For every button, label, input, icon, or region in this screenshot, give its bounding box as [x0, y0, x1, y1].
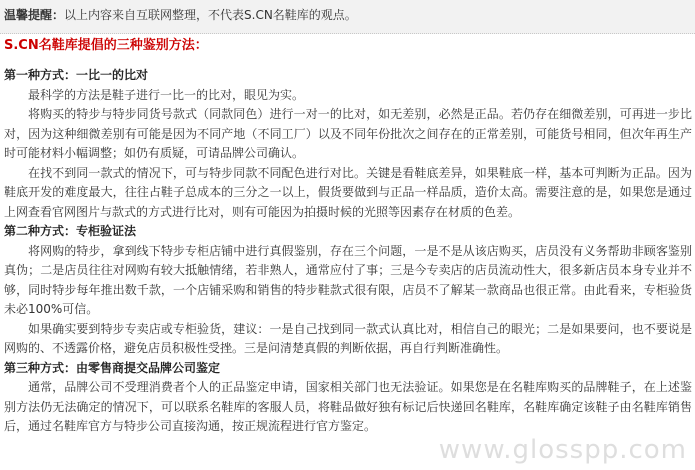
- section-2-paragraph-2: 如果确实要到特步专卖店或专柜验货，建议：一是自己找到同一款式认真比对，相信自己的眼光；二是如果要问，也不要说是网购的、不透露价格，避免店员积极性受挫。三是问清楚真假的判断依据，再自行判断准确性。: [4, 321, 692, 355]
- section-heading-3: 第三种方式：由零售商提交品牌公司鉴定: [4, 360, 221, 375]
- reminder-text: 以上内容来自互联网整理，不代表S.CN名鞋库的观点。: [64, 8, 357, 22]
- section-3-paragraph-1: 通常，品牌公司不受理消费者个人的正品鉴定申请，国家相关部门也无法验证。如果您是在名鞋库购买的品牌鞋子，在上述鉴别方法仍无法确定的情况下，可以联系名鞋库的客服人员，将鞋品做好独有标记后快递回名鞋库，名鞋库确定该鞋子由名鞋库销售后，通过名鞋库官方与特步公司直接沟通，按正规流程进行官方鉴定。: [4, 380, 692, 433]
- section-heading-1: 第一种方式：一比一的比对: [4, 68, 149, 82]
- reminder-bar: [0, 0, 695, 34]
- article-body: [4, 66, 692, 437]
- section-2-paragraph-1: 将网购的特步，拿到线下特步专柜店铺中进行真假鉴别，存在三个问题，一是不是从该店购买，店员没有义务帮助非顾客鉴别真伪；二是店员往往对网购有较大抵触情绪，若非熟人，通常应付了事；三是今专卖店的店员流动性大，很多新店员本身专业并不够，同时特步每年推出数千款，一个店铺采购和销售的特步鞋款式很有限，店员不了解某一款商品也很正常。由此看来，专柜验货未必100%可信。: [4, 243, 692, 316]
- section-1-paragraph-3: 在找不到同一款式的情况下，可与特步同款不同配色进行对比。关键是看鞋底差异，如果鞋底一样，基本可判断为正品。因为鞋底开发的难度最大，往往占鞋子总成本的三分之一以上，假货要做到与正品一样品质，造价太高。需要注意的是，如果您是通过上网查看官网图片与款式的方式进行比对，则有可能因为拍摄时候的光照等因素存在材质的色差。: [4, 165, 692, 219]
- section-heading-2: 第二种方式：专柜验证法: [4, 224, 137, 238]
- site-watermark: www.glosspp.com: [438, 434, 687, 465]
- article-title: S.CN名鞋库提倡的三种鉴别方法：: [4, 38, 208, 53]
- reminder-label: 温馨提醒：: [4, 8, 65, 22]
- section-1-paragraph-1: 最科学的方法是鞋子进行一比一的比对，眼见为实。: [28, 87, 305, 102]
- section-1-paragraph-2: 将购买的特步与特步同货号款式（同款同色）进行一对一的比对，如无差别，必然是正品。若仍存在细微差别，可再进一步比对，因为这种细微差别有可能是因为不同产地（不同工厂）以及不同年份批次之间存在的正常差别，可能货号相同，但次年再生产时可能材料小幅调整；如仍有质疑，可请品牌公司确认。: [4, 107, 692, 160]
